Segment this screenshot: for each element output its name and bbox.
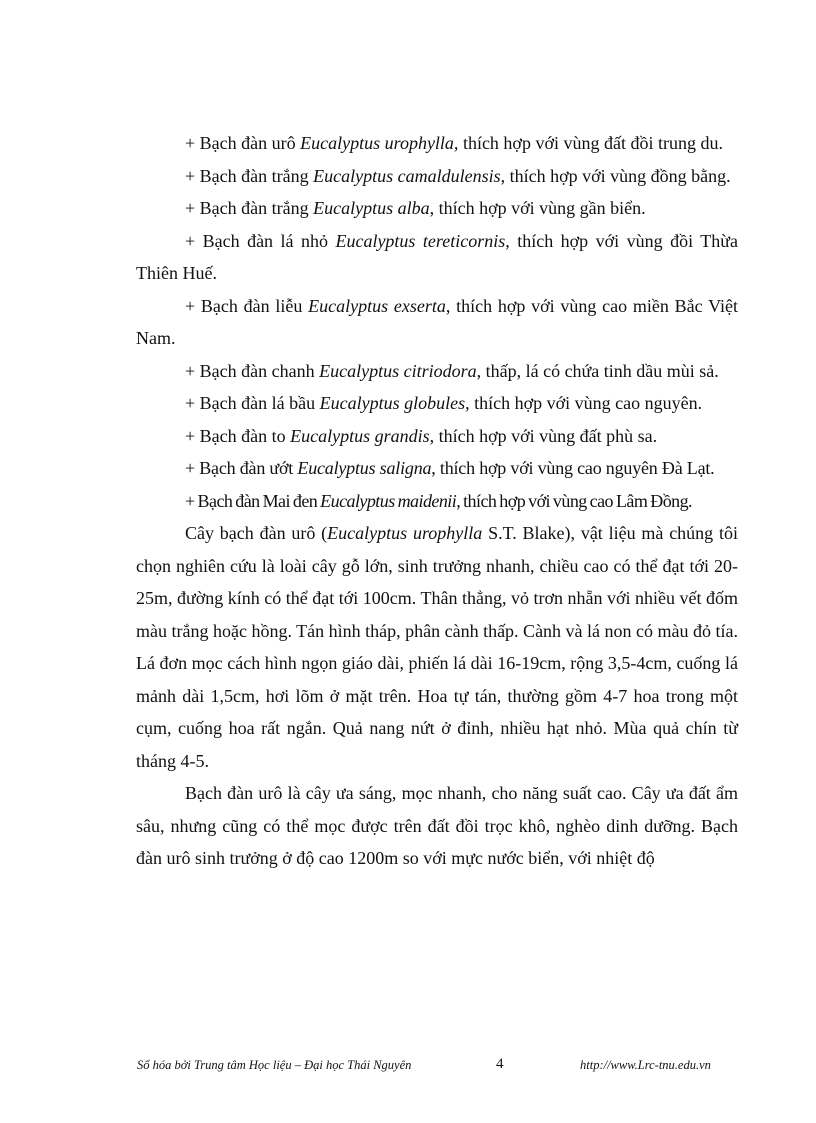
species-name: Eucalyptus exserta — [308, 295, 446, 316]
species-name: Eucalyptus urophylla, — [300, 133, 459, 153]
list-item: + Bạch đàn liễu Eucalyptus exserta, thích hợp với vùng cao miền Bắc Việt Nam. — [136, 295, 738, 348]
species-name: Eucalyptus grandis — [290, 425, 430, 446]
species-name: Eucalyptus urophylla — [327, 523, 483, 543]
list-item: + Bạch đàn to Eucalyptus grandis, thích hợp với vùng đất phù sa. — [185, 425, 658, 446]
footer-url: http://www.Lrc-tnu.edu.vn — [580, 1058, 711, 1072]
species-name: Eucalyptus tereticornis — [335, 230, 506, 251]
list-item: + Bạch đàn urô Eucalyptus urophylla, thích hợp với vùng đất đồi trung du. — [185, 133, 723, 153]
species-name: Eucalyptus globules — [319, 393, 466, 413]
list-item: + Bạch đàn ướt Eucalyptus saligna, thích hợp với vùng cao nguyên Đà Lạt. — [185, 458, 715, 478]
list-item: + Bạch đàn chanh Eucalyptus citriodora, thấp, lá có chứa tinh dầu mùi sả. — [185, 360, 719, 381]
species-name: Eucalyptus citriodora — [319, 360, 477, 381]
list-item: + Bạch đàn trắng Eucalyptus alba, thích hợp với vùng gần biển. — [185, 198, 646, 218]
body-text — [136, 127, 738, 875]
list-item: + Bạch đàn lá bầu Eucalyptus globules, thích hợp với vùng cao nguyên. — [185, 393, 703, 413]
list-item: + Bạch đàn lá nhỏ Eucalyptus tereticornis, thích hợp với vùng đồi Thừa Thiên Huế. — [136, 230, 738, 283]
species-name: Eucalyptus alba — [313, 198, 430, 218]
species-name: Eucalyptus saligna — [297, 458, 432, 478]
list-item: + Bạch đàn trắng Eucalyptus camaldulensis, thích hợp với vùng đồng bằng. — [185, 165, 731, 186]
species-name: Eucalyptus camaldulensis — [313, 165, 501, 186]
paragraph-ecology: Bạch đàn urô là cây ưa sáng, mọc nhanh, cho năng suất cao. Cây ưa đất ẩm sâu, nhưng cũng có thể mọc được trên đất đồi trọc khô, nghèo dinh dưỡng. Bạch đàn urô sinh trưởng ở độ cao 1200m so với mực nước biển, với nhiệt độ — [136, 783, 738, 868]
page-footer — [0, 1058, 816, 1078]
page-number: 4 — [496, 1056, 504, 1072]
list-item: + Bạch đàn Mai đen Eucalyptus maidenii, thích hợp với vùng cao Lâm Đồng. — [185, 490, 692, 511]
species-name: Eucalyptus maidenii — [320, 490, 457, 511]
paragraph-description: Cây bạch đàn urô (Eucalyptus urophylla S.T. Blake), vật liệu mà chúng tôi chọn nghiên cứu là loài cây gỗ lớn, sinh trưởng nhanh, chiều cao có thể đạt tới 20-25m, đường kính có thể đạt tới 100cm. Thân thẳng, vỏ trơn nhẵn với nhiều vết đốm màu trắng hoặc hồng. Tán hình tháp, phân cành thấp. Cành và lá non có màu đỏ tía. Lá đơn mọc cách hình ngọn giáo dài, phiến lá dài 16-19cm, rộng 3,5-4cm, cuống lá mảnh dài 1,5cm, hơi lõm ở mặt trên. Hoa tự tán, thường gồm 4-7 hoa trong một cụm, cuống hoa rất ngắn. Quả nang nứt ở đỉnh, nhiều hạt nhỏ. Mùa quả chín từ tháng 4-5. — [136, 523, 739, 771]
footer-credit: Số hóa bởi Trung tâm Học liệu – Đại học Thái Nguyên — [137, 1058, 412, 1072]
